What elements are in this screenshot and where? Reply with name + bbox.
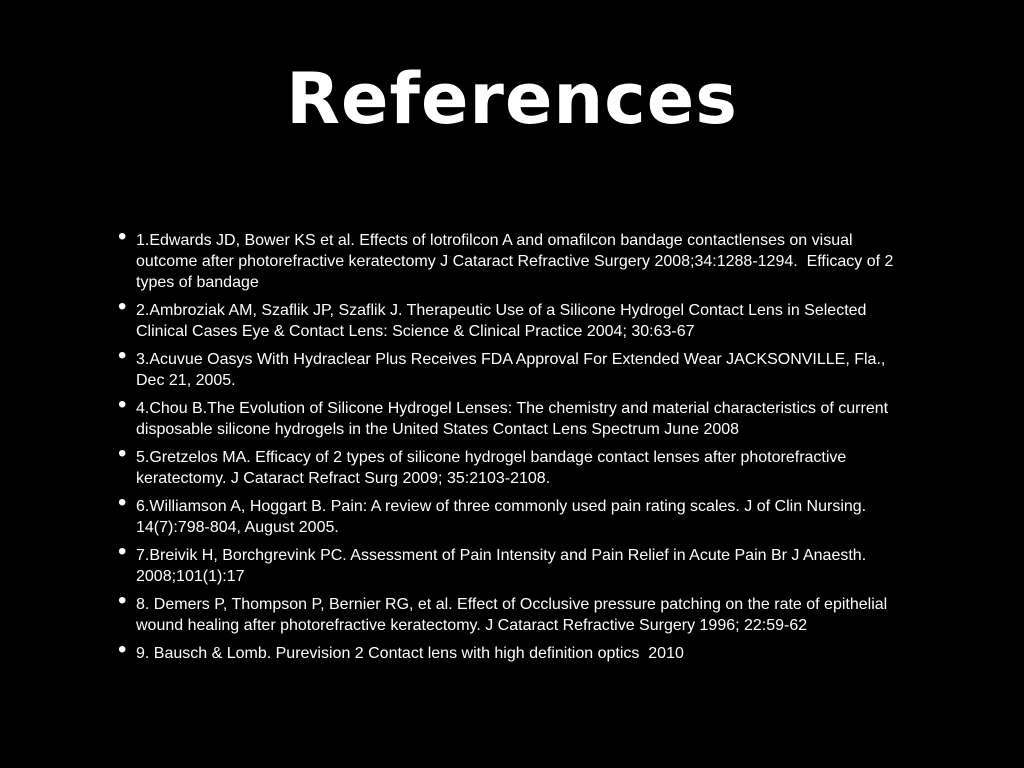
reference-text: 3.Acuvue Oasys With Hydraclear Plus Receives FDA Approval For Extended Wear JACKSONVILLE, Fla., Dec 21, 2005. — [136, 351, 890, 389]
reference-text: 5.Gretzelos MA. Efficacy of 2 types of silicone hydrogel bandage contact lenses after photorefractive keratectomy. J Cataract Refract Surg 2009; 35:2103-2108. — [136, 449, 851, 487]
bullet-icon: • — [118, 636, 127, 663]
reference-text: 6.Williamson A, Hoggart B. Pain: A review of three commonly used pain rating scales. J of Clin Nursing. 14(7):798-804, August 2005. — [136, 498, 871, 536]
bullet-icon: • — [118, 293, 127, 320]
reference-item — [118, 587, 894, 636]
bullet-icon: • — [118, 538, 127, 565]
reference-text: 4.Chou B.The Evolution of Silicone Hydrogel Lenses: The chemistry and material characteristics of current disposable silicone hydrogels in the United States Contact Lens Spectrum June 2008 — [136, 400, 893, 438]
reference-text: 1.Edwards JD, Bower KS et al. Effects of lotrofilcon A and omafilcon bandage contactlenses on visual outcome after photorefractive keratectomy J Cataract Refractive Surgery 2008;34:1288-1294. Efficacy of 2 types of bandage — [136, 232, 898, 291]
slide-title: References — [286, 58, 738, 140]
bullet-icon: • — [118, 489, 127, 516]
reference-item — [118, 223, 898, 293]
reference-item — [118, 489, 894, 538]
bullet-icon: • — [118, 587, 127, 614]
reference-item — [118, 293, 894, 342]
bullet-icon: • — [118, 223, 127, 250]
reference-text: 9. Bausch & Lomb. Purevision 2 Contact lens with high definition optics 2010 — [136, 645, 684, 662]
reference-item — [118, 538, 894, 587]
reference-item — [118, 342, 894, 391]
reference-item — [118, 636, 894, 664]
bullet-icon: • — [118, 440, 127, 467]
references-list — [118, 223, 898, 671]
reference-text: 7.Breivik H, Borchgrevink PC. Assessment of Pain Intensity and Pain Relief in Acute Pain Br J Anaesth. 2008;101(1):17 — [136, 547, 871, 585]
bullet-icon: • — [118, 391, 127, 418]
bullet-icon: • — [118, 342, 127, 369]
reference-item — [118, 391, 894, 440]
reference-text: 2.Ambroziak AM, Szaflik JP, Szaflik J. Therapeutic Use of a Silicone Hydrogel Contact Lens in Selected Clinical Cases Eye & Contact Lens: Science & Clinical Practice 2004; 30:63-67 — [136, 302, 871, 340]
reference-text: 8. Demers P, Thompson P, Bernier RG, et al. Effect of Occlusive pressure patching on the rate of epithelial wound healing after photorefractive keratectomy. J Cataract Refractive Surgery 1996; 22:59-62 — [136, 596, 892, 634]
reference-item — [118, 440, 894, 489]
